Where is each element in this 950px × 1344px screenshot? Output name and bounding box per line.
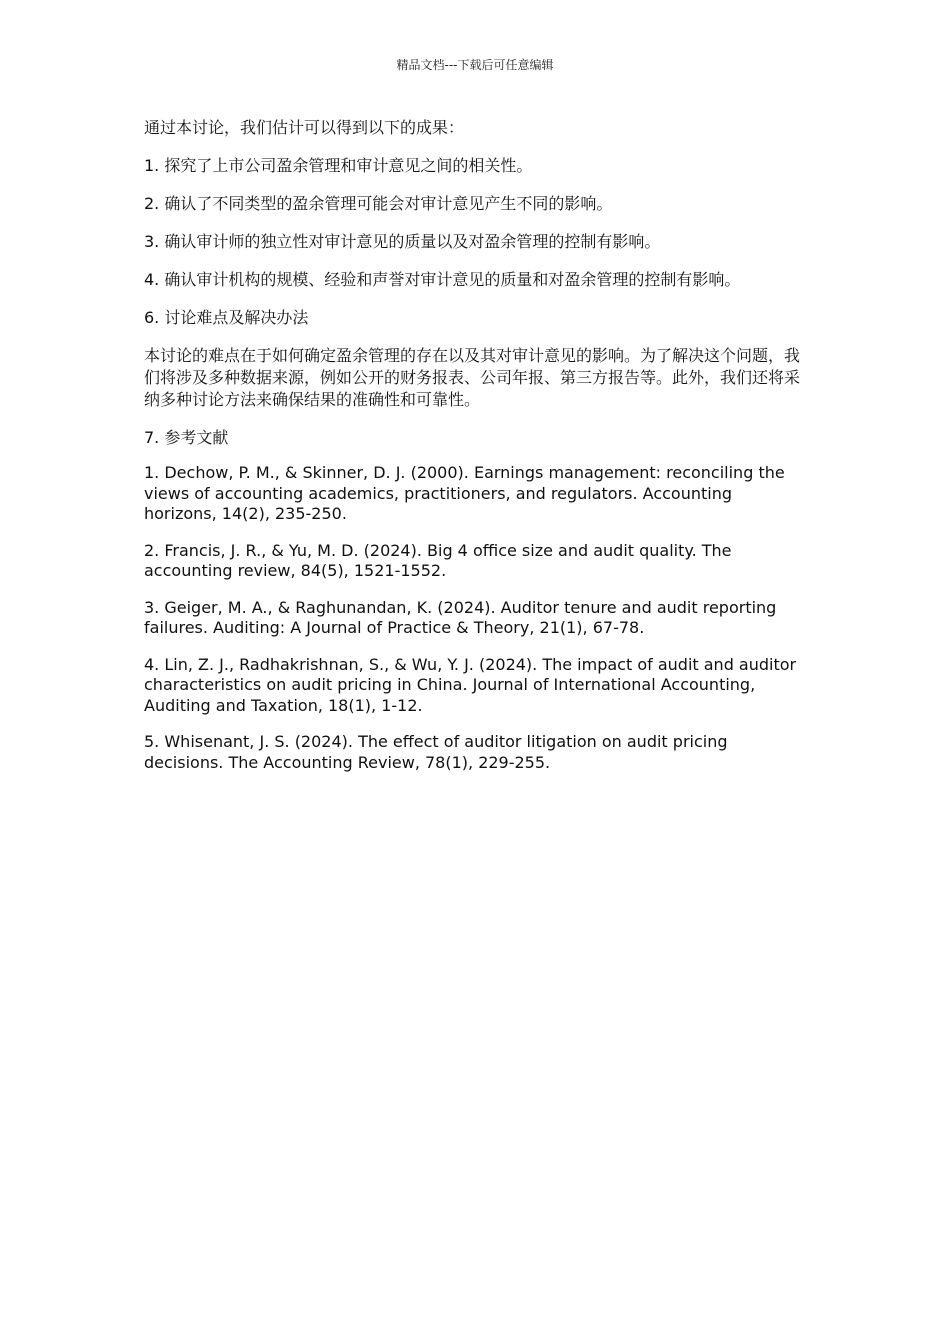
reference-item-2: 2. Francis, J. R., & Yu, M. D. (2024). Big 4 office size and audit quality. The accounting review, 84(5), 1521-1552. xyxy=(144,540,732,580)
reference-item-5: 5. Whisenant, J. S. (2024). The effect of auditor litigation on audit pricing decisions. The Accounting Review, 78(1), 229-255. xyxy=(144,732,728,772)
result-item-4: 4. 确认审计机构的规模、经验和声誉对审计意见的质量和对盈余管理的控制有影响。 xyxy=(144,270,741,289)
result-item-3: 3. 确认审计师的独立性对审计意见的质量以及对盈余管理的控制有影响。 xyxy=(144,232,661,251)
document-body xyxy=(144,117,804,789)
result-item-2: 2. 确认了不同类型的盈余管理可能会对审计意见产生不同的影响。 xyxy=(144,194,613,213)
section-6-paragraph: 本讨论的难点在于如何确定盈余管理的存在以及其对审计意见的影响。为了解决这个问题，我们将涉及多种数据来源，例如公开的财务报表、公司年报、第三方报告等。此外，我们还将采纳多种讨论方法来确保结果的准确性和可靠性。 xyxy=(144,346,801,409)
reference-item-1: 1. Dechow, P. M., & Skinner, D. J. (2000). Earnings management: reconciling the views of accounting academics, practitioners, and regulators. Accounting horizons, 14(2), 235-250. xyxy=(144,463,785,523)
reference-item-3: 3. Geiger, M. A., & Raghunandan, K. (2024). Auditor tenure and audit reporting failures. Auditing: A Journal of Practice & Theory, 21(1), 67-78. xyxy=(144,597,777,637)
section-6-title: 6. 讨论难点及解决办法 xyxy=(144,308,309,327)
section-7-title: 7. 参考文献 xyxy=(144,428,229,447)
page-header: 精品文档---下载后可任意编辑 xyxy=(396,58,554,72)
result-item-1: 1. 探究了上市公司盈余管理和审计意见之间的相关性。 xyxy=(144,156,533,175)
intro-paragraph: 通过本讨论，我们估计可以得到以下的成果： xyxy=(144,118,465,137)
reference-item-4: 4. Lin, Z. J., Radhakrishnan, S., & Wu, Y. J. (2024). The impact of audit and auditor characteristics on audit pricing in China. Journal of International Accounting, Auditing and Taxation, 18(1), 1-12. xyxy=(144,654,797,715)
